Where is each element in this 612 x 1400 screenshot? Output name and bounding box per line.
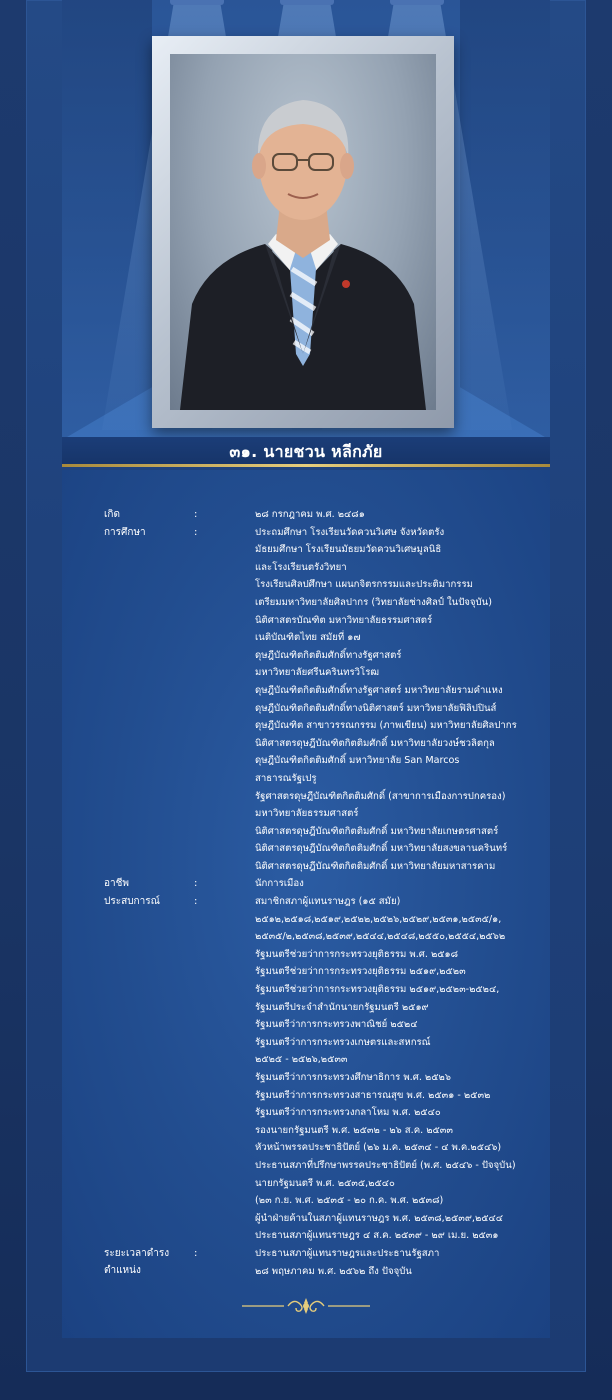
bio-value-line: รัฐมนตรีว่าการกระทรวงศึกษาธิการ พ.ศ. ๒๕๒๖ — [255, 1072, 451, 1083]
bio-row-colon: : — [194, 509, 198, 520]
bio-row-colon: : — [194, 878, 198, 890]
bio-row — [62, 524, 550, 876]
bio-value-line: นิติศาสตรดุษฎีบัณฑิตกิตติมศักดิ์ มหาวิทยาลัยสงขลานครินทร์ — [255, 843, 508, 855]
bio-value-line: ดุษฎีบัณฑิตกิตติมศักดิ์ทางนิติศาสตร์ มหาวิทยาลัยฟิลิปปินส์ — [255, 702, 497, 714]
bio-value-line: สาธารณรัฐเปรู — [255, 772, 317, 784]
portrait-frame — [152, 36, 454, 428]
bio-value-line: รองนายกรัฐมนตรี พ.ศ. ๒๕๓๒ - ๒๖ ส.ค. ๒๕๓๓ — [255, 1124, 453, 1136]
bio-value-line: รัฐมนตรีว่าการกระทรวงเกษตรและสหกรณ์ — [255, 1036, 431, 1048]
spotlight-icon — [280, 0, 334, 5]
bio-value-line: รัฐมนตรีช่วยว่าการกระทรวงยุติธรรม พ.ศ. ๒๕๑๘ — [255, 948, 459, 960]
bio-value-line: หัวหน้าพรรคประชาธิปัตย์ (๒๖ ม.ค. ๒๕๓๔ - ๔ พ.ค.๒๕๔๖) — [255, 1142, 502, 1154]
bio-value-line: นายกรัฐมนตรี พ.ศ. ๒๕๓๕,๒๕๔๐ — [255, 1177, 395, 1189]
bio-value-line: เนติบัณฑิตไทย สมัยที่ ๑๗ — [255, 632, 361, 644]
bio-row — [62, 875, 550, 893]
bio-value-line: (๒๓ ก.ย. พ.ศ. ๒๕๓๕ - ๒๐ ก.ค. พ.ศ. ๒๕๓๘) — [255, 1195, 444, 1207]
title-gold-underline — [62, 464, 550, 467]
bio-value-line: นิติศาสตรดุษฎีบัณฑิตกิตติมศักดิ์ มหาวิทยาลัยวงษ์ชวลิตกุล — [255, 737, 495, 749]
bio-value-line: และโรงเรียนตรังวิทยา — [255, 561, 347, 573]
bio-row-colon: : — [194, 526, 198, 538]
bio-value-line: รัฐมนตรีว่าการกระทรวงสาธารณสุข พ.ศ. ๒๕๓๑ - ๒๕๓๒ — [255, 1089, 491, 1101]
bio-value-line: ประถมศึกษา โรงเรียนวัดควนวิเศษ จังหวัดตรัง — [255, 526, 445, 538]
portrait-illustration — [170, 54, 436, 410]
portrait-photo — [170, 54, 436, 410]
bio-row-label: เกิด — [104, 509, 120, 520]
bio-value-line: รัฐมนตรีว่าการกระทรวงพาณิชย์ ๒๕๒๔ — [255, 1019, 418, 1031]
spotlight-icon — [170, 0, 224, 5]
bio-row-values — [255, 1245, 545, 1280]
bio-row — [62, 506, 550, 524]
bio-value-line: เตรียมมหาวิทยาลัยศิลปากร (วิทยาลัยช่างศิลป์ ในปัจจุบัน) — [255, 596, 492, 608]
bio-row — [62, 893, 550, 1245]
ornament-icon — [242, 1296, 370, 1316]
bio-value-line: ดุษฎีบัณฑิตกิตติมศักดิ์ มหาวิทยาลัย San Marcos — [255, 755, 460, 767]
bio-value-line: ๒๕๑๒,๒๕๑๘,๒๕๑๙,๒๕๒๒,๒๕๒๖,๒๕๒๙,๒๕๓๑,๒๕๓๕/๑, — [255, 913, 502, 925]
bio-value-line: รัฐมนตรีประจำสำนักนายกรัฐมนตรี ๒๕๑๙ — [255, 1001, 429, 1013]
bio-value-line: นักการเมือง — [255, 878, 304, 890]
bio-row-label: ประสบการณ์ — [104, 896, 160, 908]
bio-value-line: นิติศาสตรบัณฑิต มหาวิทยาลัยธรรมศาสตร์ — [255, 614, 433, 626]
bio-value-line: รัฐมนตรีช่วยว่าการกระทรวงยุติธรรม ๒๕๑๙,๒๕๒๓-๒๕๒๔, — [255, 984, 500, 996]
bio-value-line: มหาวิทยาลัยศรีนครินทรวิโรฒ — [255, 667, 380, 679]
bio-value-line: นิติศาสตรดุษฎีบัณฑิตกิตติมศักดิ์ มหาวิทยาลัยเกษตรศาสตร์ — [255, 825, 499, 837]
bio-value-line: ๒๘ กรกฎาคม พ.ศ. ๒๔๘๑ — [255, 509, 365, 520]
bio-value-line: มัธยมศึกษา โรงเรียนมัธยมวัดควนวิเศษมูลนิธิ — [255, 544, 442, 556]
bio-row-label: ระยะเวลาดำรงตำแหน่ง — [104, 1247, 170, 1276]
bio-value-line: ดุษฎีบัณฑิตกิตติมศักดิ์ทางรัฐศาสตร์ มหาวิทยาลัยรามคำแหง — [255, 684, 503, 696]
bio-value-line: ประธานสภาผู้แทนราษฎรและประธานรัฐสภา — [255, 1247, 440, 1259]
bio-value-line: ดุษฎีบัณฑิต สาขาวรรณกรรม (ภาพเขียน) มหาวิทยาลัยศิลปากร — [255, 720, 517, 732]
bio-row-label: การศึกษา — [104, 526, 146, 538]
bio-row-values — [255, 524, 545, 876]
bio-value-line: รัฐมนตรีว่าการกระทรวงกลาโหม พ.ศ. ๒๕๔๐ — [255, 1107, 441, 1119]
bio-value-line: ผู้นำฝ่ายค้านในสภาผู้แทนราษฎร พ.ศ. ๒๕๓๘,๒๕๓๙,๒๕๔๔ — [255, 1212, 504, 1224]
bio-row-values — [255, 875, 545, 893]
title-bar — [62, 437, 550, 467]
bio-row-values — [255, 506, 545, 524]
bio-value-line: ดุษฎีบัณฑิตกิตติมศักดิ์ทางรัฐศาสตร์ — [255, 649, 402, 661]
bio-row-label: อาชีพ — [104, 878, 129, 890]
bio-value-line: ประธานสภาที่ปรึกษาพรรคประชาธิปัตย์ (พ.ศ. ๒๕๔๖ - ปัจจุบัน) — [255, 1159, 516, 1171]
bio-value-line: ประธานสภาผู้แทนราษฎร ๔ ส.ค. ๒๕๓๙ - ๒๙ เม.ย. ๒๕๓๑ — [255, 1230, 499, 1242]
bio-value-line: รัฐศาสตรดุษฎีบัณฑิตกิตติมศักดิ์ (สาขาการเมืองการปกครอง) — [255, 790, 506, 802]
bio-value-line: รัฐมนตรีช่วยว่าการกระทรวงยุติธรรม ๒๕๑๙,๒๕๒๓ — [255, 966, 466, 978]
bio-value-line: ๒๘ พฤษภาคม พ.ศ. ๒๕๖๒ ถึง ปัจจุบัน — [255, 1265, 412, 1277]
bio-row-colon: : — [194, 896, 198, 908]
bio-row-colon: : — [194, 1247, 198, 1259]
bio-value-line: โรงเรียนศิลปศึกษา แผนกจิตรกรรมและประติมากรรม — [255, 579, 473, 591]
bio-value-line: ๒๕๓๕/๒,๒๕๓๘,๒๕๓๙,๒๕๔๔,๒๕๔๘,๒๕๕๐,๒๕๕๔,๒๕๖๒ — [255, 931, 506, 943]
bio-row-values — [255, 893, 545, 1245]
bio-value-line: ๒๕๒๕ - ๒๕๒๖,๒๕๓๓ — [255, 1054, 348, 1066]
bio-value-line: มหาวิทยาลัยธรรมศาสตร์ — [255, 808, 359, 820]
bio-value-line: สมาชิกสภาผู้แทนราษฎร (๑๕ สมัย) — [255, 896, 401, 908]
spotlight-icon — [390, 0, 444, 5]
page-title: ๓๑. นายชวน หลีกภัย — [229, 442, 383, 461]
biography-rows — [62, 506, 550, 1280]
bio-value-line: นิติศาสตรดุษฎีบัณฑิตกิตติมศักดิ์ มหาวิทยาลัยมหาสารคาม — [255, 860, 496, 872]
biography-panel — [62, 470, 550, 1338]
bio-row — [62, 1245, 550, 1280]
